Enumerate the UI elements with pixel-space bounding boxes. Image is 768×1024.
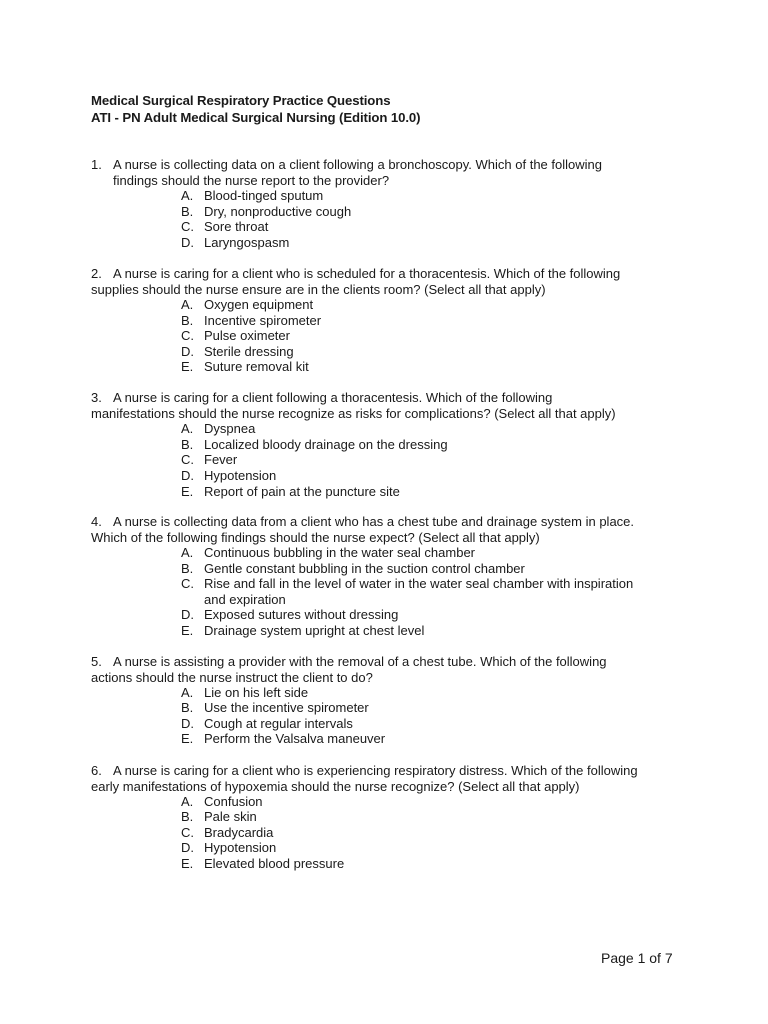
answer-option: C. Pulse oximeter — [181, 328, 290, 343]
answer-option: A. Lie on his left side — [181, 685, 309, 700]
page-number: Page 1 of 7 — [601, 950, 673, 966]
document-subtitle: ATI - PN Adult Medical Surgical Nursing (Edition 10.0) — [91, 110, 421, 125]
answer-option: A. Blood-tinged sputum — [181, 188, 324, 203]
answer-option: B. Dry, nonproductive cough — [181, 204, 352, 219]
question-stem-line: early manifestations of hypoxemia should the nurse recognize? (Select all that apply) — [91, 779, 580, 794]
answer-option: B. Localized bloody drainage on the dressing — [181, 437, 448, 452]
answer-option: B. Gentle constant bubbling in the suction control chamber — [181, 561, 525, 576]
answer-option: D. Sterile dressing — [181, 344, 294, 359]
answer-option: E. Perform the Valsalva maneuver — [181, 731, 386, 746]
answer-option: C. Fever — [181, 452, 238, 467]
answer-option: E. Report of pain at the puncture site — [181, 484, 400, 499]
answer-option: D. Exposed sutures without dressing — [181, 607, 399, 622]
question-stem-line: actions should the nurse instruct the client to do? — [91, 670, 373, 685]
question-stem-line: 4. A nurse is collecting data from a client who has a chest tube and drainage system in place. — [91, 514, 635, 529]
question-stem-line: 1. A nurse is collecting data on a client following a bronchoscopy. Which of the following — [91, 157, 602, 172]
document-title: Medical Surgical Respiratory Practice Questions — [91, 93, 391, 108]
answer-option: E. Elevated blood pressure — [181, 856, 345, 871]
question-stem-line: 5. A nurse is assisting a provider with the removal of a chest tube. Which of the following — [91, 654, 607, 669]
question-stem-line: Which of the following findings should the nurse expect? (Select all that apply) — [91, 530, 540, 545]
answer-option: D. Hypotension — [181, 840, 277, 855]
question-stem-line: 3. A nurse is caring for a client following a thoracentesis. Which of the following — [91, 390, 553, 405]
question-number: 1. — [91, 157, 102, 172]
question-number: 4. — [91, 514, 102, 529]
answer-option: E. Drainage system upright at chest level — [181, 623, 425, 638]
answer-option: D. Cough at regular intervals — [181, 716, 353, 731]
answer-option: A. Oxygen equipment — [181, 297, 314, 312]
question-stem-line: manifestations should the nurse recognize as risks for complications? (Select all that apply) — [91, 406, 616, 421]
question-stem-line: 2. A nurse is caring for a client who is scheduled for a thoracentesis. Which of the following — [91, 266, 621, 281]
question-stem-line: 6. A nurse is caring for a client who is experiencing respiratory distress. Which of the following — [91, 763, 638, 778]
answer-option: A. Continuous bubbling in the water seal chamber — [181, 545, 476, 560]
question-number: 3. — [91, 390, 102, 405]
question-stem-line: supplies should the nurse ensure are in the clients room? (Select all that apply) — [91, 282, 546, 297]
answer-option: A. Confusion — [181, 794, 263, 809]
answer-option: D. Laryngospasm — [181, 235, 290, 250]
question-number: 5. — [91, 654, 102, 669]
question-stem-line: findings should the nurse report to the provider? — [113, 173, 390, 188]
answer-option: B. Pale skin — [181, 809, 257, 824]
answer-option-continuation: and expiration — [204, 592, 286, 607]
answer-option: C. Sore throat — [181, 219, 269, 234]
answer-option: B. Use the incentive spirometer — [181, 700, 369, 715]
question-number: 2. — [91, 266, 102, 281]
answer-option: A. Dyspnea — [181, 421, 256, 436]
answer-option: E. Suture removal kit — [181, 359, 309, 374]
answer-option: B. Incentive spirometer — [181, 313, 322, 328]
answer-option: D. Hypotension — [181, 468, 277, 483]
answer-option: C. Rise and fall in the level of water in the water seal chamber with inspiration — [181, 576, 634, 591]
answer-option: C. Bradycardia — [181, 825, 274, 840]
question-number: 6. — [91, 763, 102, 778]
